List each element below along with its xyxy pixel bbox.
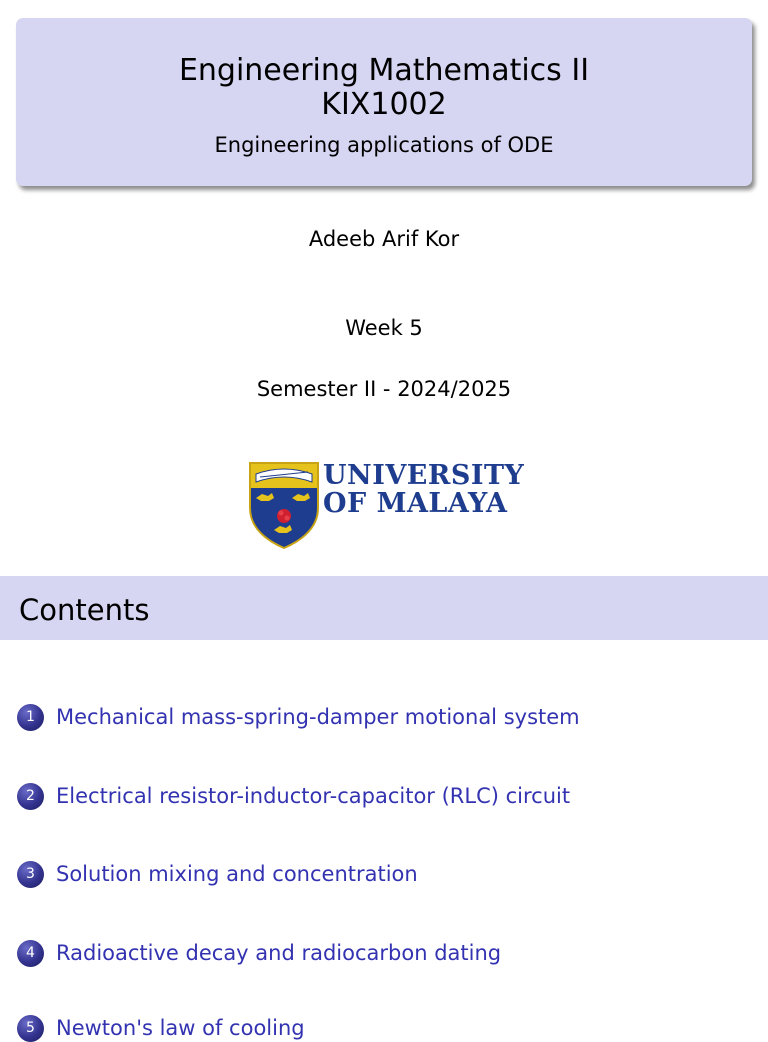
- author-name: Adeeb Arif Kor: [308, 227, 460, 251]
- toc-item-1[interactable]: [17, 703, 580, 731]
- toc-link[interactable]: Solution mixing and concentration: [56, 862, 418, 886]
- contents-header: [0, 576, 768, 640]
- title-block: [16, 18, 752, 186]
- subtitle: Engineering applications of ODE: [214, 133, 554, 157]
- course-code: KIX1002: [321, 87, 447, 122]
- week-label: Week 5: [345, 316, 423, 340]
- university-crest-icon: [248, 460, 320, 550]
- title-main: Engineering Mathematics II: [178, 53, 590, 88]
- toc-link[interactable]: Mechanical mass-spring-damper motional system: [56, 705, 580, 729]
- toc-link[interactable]: Electrical resistor-inductor-capacitor (RLC) circuit: [56, 784, 571, 808]
- toc-number-badge: 5: [17, 1015, 44, 1042]
- logo-text-line2: OF MALAYA: [323, 488, 508, 519]
- toc-number-badge: 4: [17, 940, 44, 967]
- toc-item-2[interactable]: [17, 782, 570, 810]
- contents-title: Contents: [19, 593, 150, 627]
- toc-number-badge: 2: [17, 783, 44, 810]
- toc-item-4[interactable]: [17, 939, 501, 967]
- toc-number-badge: 3: [17, 861, 44, 888]
- toc-item-3[interactable]: [17, 860, 418, 888]
- toc-number-badge: 1: [17, 704, 44, 731]
- toc-link[interactable]: Newton's law of cooling: [56, 1016, 305, 1040]
- toc-link[interactable]: Radioactive decay and radiocarbon dating: [56, 941, 502, 965]
- semester-label: Semester II - 2024/2025: [256, 377, 512, 401]
- university-logo: [248, 460, 525, 550]
- logo-text-line1: UNIVERSITY: [323, 460, 525, 491]
- toc-item-5[interactable]: [17, 1014, 305, 1042]
